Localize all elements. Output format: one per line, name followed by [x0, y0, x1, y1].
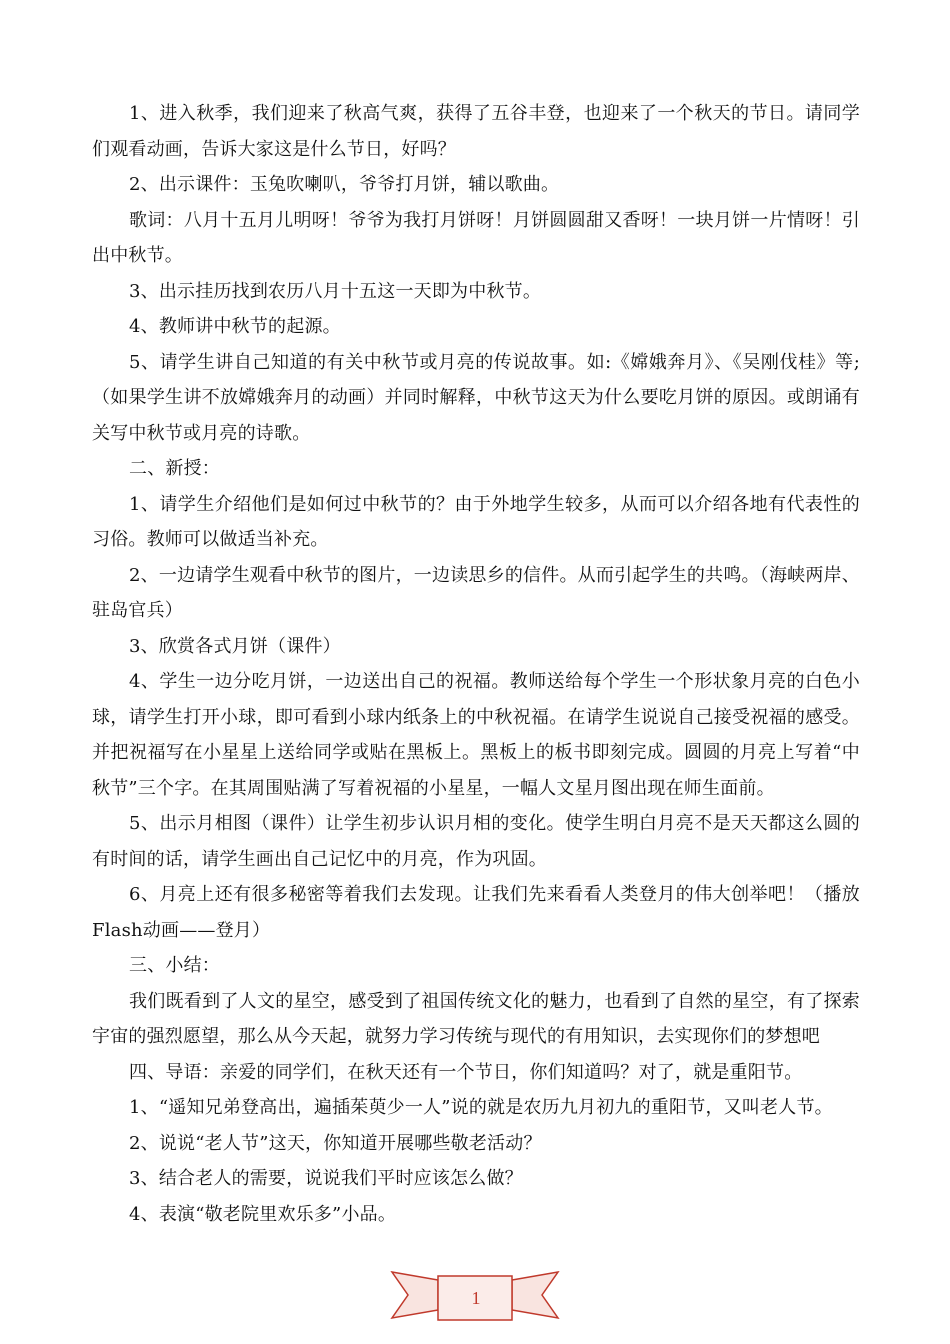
- section-heading: 四、导语：亲爱的同学们，在秋天还有一个节日，你们知道吗？对了，就是重阳节。: [129, 1061, 803, 1083]
- paragraph: 2、出示课件：玉兔吹喇叭，爷爷打月饼，辅以歌曲。: [129, 174, 560, 195]
- paragraph: 我们既看到了人文的星空，感受到了祖国传统文化的魅力，也看到了自然的星空，有了探索宇宙的强烈愿望，那么从今天起，就努力学习传统与现代的有用知识，去实现你们的梦想吧: [92, 990, 860, 1047]
- paragraph: 1、“遥知兄弟登高出，遍插茱萸少一人”说的就是农历九月初九的重阳节，又叫老人节。: [129, 1097, 833, 1118]
- paragraph: 5、请学生讲自己知道的有关中秋节或月亮的传说故事。如:《嫦娥奔月》、《吴刚伐桂》等;（如果学生讲不放嫦娥奔月的动画）并同时解释，中秋节这天为什么要吃月饼的原因。或朗诵有关写中秋节或月亮的诗歌。: [92, 351, 860, 444]
- page-number: 1: [471, 1288, 481, 1308]
- section-heading: 二、新授：: [129, 458, 220, 479]
- paragraph: 2、一边请学生观看中秋节的图片，一边读思乡的信件。从而引起学生的共鸣。（海峡两岸、驻岛官兵）: [92, 564, 860, 621]
- page-footer: [0, 1262, 950, 1332]
- paragraph: 3、结合老人的需要，说说我们平时应该怎么做？: [129, 1168, 523, 1189]
- paragraph: 4、表演“敬老院里欢乐多”小品。: [129, 1203, 397, 1225]
- document-body: [92, 96, 860, 1232]
- paragraph: 2、说说“老人节”这天，你知道开展哪些敬老活动？: [129, 1132, 542, 1154]
- paragraph: 1、进入秋季，我们迎来了秋高气爽，获得了五谷丰登，也迎来了一个秋天的节日。请同学们观看动画，告诉大家这是什么节日，好吗？: [92, 103, 860, 160]
- paragraph: 5、出示月相图（课件）让学生初步认识月相的变化。使学生明白月亮不是天天都这么圆的有时间的话，请学生画出自己记忆中的月亮，作为巩固。: [92, 813, 860, 870]
- paragraph: 4、教师讲中秋节的起源。: [129, 316, 341, 337]
- paragraph: 3、出示挂历找到农历八月十五这一天即为中秋节。: [129, 280, 542, 302]
- paragraph: 3、欣赏各式月饼（课件）: [129, 635, 341, 657]
- paragraph: 4、学生一边分吃月饼，一边送出自己的祝福。教师送给每个学生一个形状象月亮的白色小球，请学生打开小球，即可看到小球内纸条上的中秋祝福。在请学生说说自己接受祝福的感受。并把祝福写在小星星上送给同学或贴在黑板上。黑板上的板书即刻完成。圆圆的月亮上写着“中秋节”三个字。在其周围贴满了写着祝福的小星星，一幅人文星月图出现在师生面前。: [92, 671, 860, 799]
- paragraph: 1、请学生介绍他们是如何过中秋节的？由于外地学生较多，从而可以介绍各地有代表性的习俗。教师可以做适当补充。: [92, 493, 860, 550]
- paragraph: 6、月亮上还有很多秘密等着我们去发现。让我们先来看看人类登月的伟大创举吧！（播放Flash动画——登月）: [92, 884, 860, 941]
- paragraph: 歌词：八月十五月儿明呀！爷爷为我打月饼呀！月饼圆圆甜又香呀！一块月饼一片情呀！引出中秋节。: [92, 209, 860, 266]
- section-heading: 三、小结：: [129, 955, 220, 976]
